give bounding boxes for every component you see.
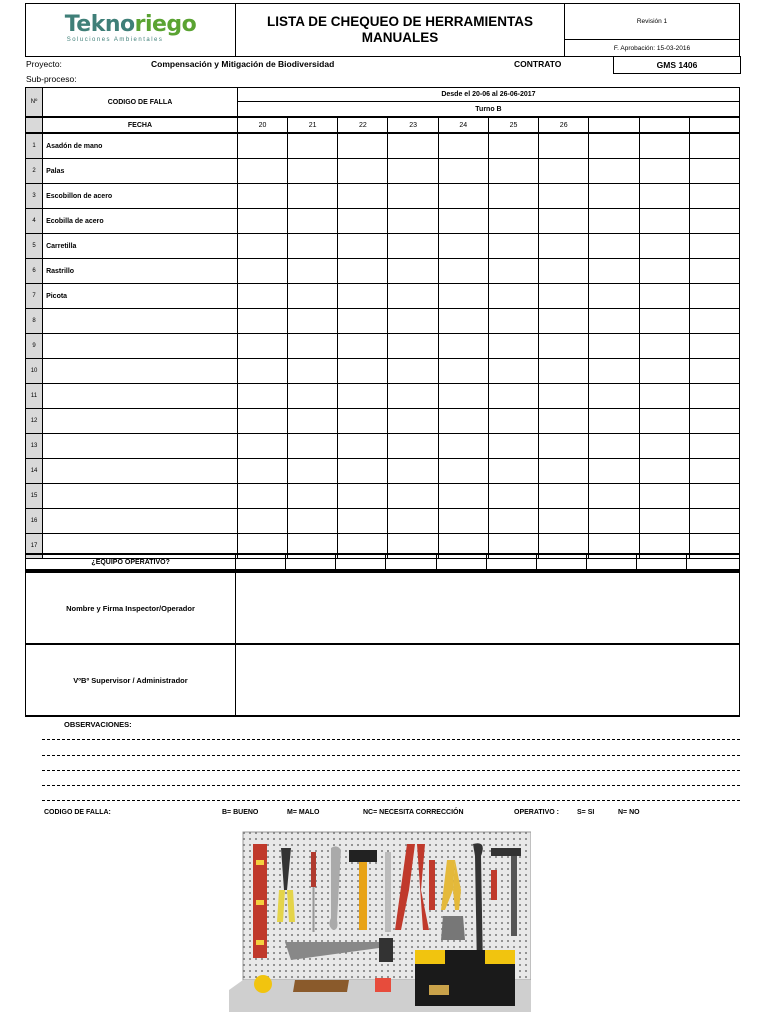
check-cell[interactable] — [639, 459, 689, 484]
check-cell[interactable] — [438, 384, 488, 409]
check-cell[interactable] — [689, 484, 739, 509]
tool-name — [43, 459, 238, 484]
check-cell[interactable] — [288, 409, 338, 434]
contract-value: GMS 1406 — [613, 56, 741, 74]
check-cell[interactable] — [689, 384, 739, 409]
row-number: 5 — [26, 234, 43, 259]
check-cell[interactable] — [639, 159, 689, 184]
check-cell[interactable] — [488, 309, 538, 334]
check-cell[interactable] — [689, 459, 739, 484]
check-cell[interactable] — [639, 509, 689, 534]
check-cell[interactable] — [338, 234, 388, 259]
check-cell[interactable] — [288, 234, 338, 259]
hammer-icon — [349, 850, 377, 862]
check-cell[interactable] — [237, 509, 287, 534]
day-header: 25 — [488, 117, 538, 133]
check-cell[interactable] — [589, 259, 639, 284]
check-cell[interactable] — [589, 284, 639, 309]
check-cell[interactable] — [388, 384, 438, 409]
check-cell[interactable] — [438, 159, 488, 184]
equipo-check-cell[interactable] — [586, 554, 636, 570]
check-cell[interactable] — [539, 359, 589, 384]
check-cell[interactable] — [438, 234, 488, 259]
check-cell[interactable] — [288, 459, 338, 484]
check-cell[interactable] — [388, 184, 438, 209]
check-cell[interactable] — [388, 409, 438, 434]
equipo-check-cell[interactable] — [636, 554, 686, 570]
check-cell[interactable] — [539, 284, 589, 309]
check-cell[interactable] — [639, 234, 689, 259]
table-row — [26, 209, 740, 234]
check-cell[interactable] — [488, 509, 538, 534]
contract-label: CONTRATO — [514, 59, 562, 69]
check-cell[interactable] — [438, 309, 488, 334]
revision-cell: Revisión 1 — [565, 4, 740, 40]
day-header: 20 — [237, 117, 287, 133]
check-cell[interactable] — [488, 484, 538, 509]
clamp-icon — [491, 848, 521, 856]
equipo-check-cell[interactable] — [286, 554, 336, 570]
day-header: 22 — [338, 117, 388, 133]
check-cell[interactable] — [589, 334, 639, 359]
observation-line[interactable] — [42, 739, 740, 740]
check-cell[interactable] — [388, 459, 438, 484]
check-cell[interactable] — [438, 359, 488, 384]
check-cell[interactable] — [689, 309, 739, 334]
check-cell[interactable] — [488, 209, 538, 234]
tool-name: Rastrillo — [43, 259, 238, 284]
check-cell[interactable] — [589, 184, 639, 209]
check-cell[interactable] — [237, 309, 287, 334]
legend-bad: M= MALO — [287, 809, 320, 816]
check-cell[interactable] — [539, 159, 589, 184]
document-title: LISTA DE CHEQUEO DE HERRAMIENTAS MANUALES — [236, 4, 565, 57]
check-cell[interactable] — [589, 484, 639, 509]
equipo-check-cell[interactable] — [686, 554, 739, 570]
check-cell[interactable] — [388, 209, 438, 234]
check-cell[interactable] — [338, 484, 388, 509]
check-cell[interactable] — [237, 133, 287, 159]
check-cell[interactable] — [639, 434, 689, 459]
check-cell[interactable] — [288, 484, 338, 509]
check-cell[interactable] — [438, 284, 488, 309]
row-number: 1 — [26, 133, 43, 159]
tool-name: Palas — [43, 159, 238, 184]
check-cell[interactable] — [438, 484, 488, 509]
tool-name — [43, 409, 238, 434]
check-cell[interactable] — [288, 259, 338, 284]
check-cell[interactable] — [589, 133, 639, 159]
equipo-check-cell[interactable] — [486, 554, 536, 570]
table-row — [26, 384, 740, 409]
check-cell[interactable] — [639, 409, 689, 434]
check-cell[interactable] — [689, 509, 739, 534]
check-cell[interactable] — [338, 309, 388, 334]
check-cell[interactable] — [288, 334, 338, 359]
check-cell[interactable] — [539, 184, 589, 209]
check-cell[interactable] — [237, 459, 287, 484]
check-cell[interactable] — [237, 409, 287, 434]
table-row — [26, 459, 740, 484]
check-cell[interactable] — [388, 159, 438, 184]
check-cell[interactable] — [388, 133, 438, 159]
check-cell[interactable] — [338, 159, 388, 184]
row-number: 16 — [26, 509, 43, 534]
check-cell[interactable] — [338, 509, 388, 534]
check-cell[interactable] — [237, 384, 287, 409]
project-label: Proyecto: — [26, 59, 62, 69]
check-cell[interactable] — [237, 334, 287, 359]
check-cell[interactable] — [338, 434, 388, 459]
check-cell[interactable] — [689, 209, 739, 234]
table-row — [26, 509, 740, 534]
tape-measure-icon — [254, 975, 272, 993]
check-cell[interactable] — [388, 434, 438, 459]
check-cell[interactable] — [338, 259, 388, 284]
check-cell[interactable] — [488, 334, 538, 359]
check-cell[interactable] — [488, 159, 538, 184]
check-cell[interactable] — [338, 459, 388, 484]
tool-name: Carretilla — [43, 234, 238, 259]
observation-line[interactable] — [42, 755, 740, 756]
table-row — [26, 334, 740, 359]
check-cell[interactable] — [589, 459, 639, 484]
check-cell[interactable] — [438, 434, 488, 459]
check-cell[interactable] — [288, 434, 338, 459]
check-cell[interactable] — [288, 133, 338, 159]
project-value: Compensación y Mitigación de Biodiversidad — [151, 59, 335, 69]
check-cell[interactable] — [539, 509, 589, 534]
check-cell[interactable] — [338, 133, 388, 159]
supervisor-signature-label: VºBº Supervisor / Administrador — [26, 645, 236, 715]
table-row — [26, 133, 740, 159]
check-cell[interactable] — [237, 484, 287, 509]
company-logo: Teknoriego Soluciones Ambientales — [64, 12, 197, 43]
check-cell[interactable] — [689, 409, 739, 434]
row-number: 10 — [26, 359, 43, 384]
check-cell[interactable] — [237, 359, 287, 384]
check-cell[interactable] — [689, 284, 739, 309]
check-cell[interactable] — [689, 234, 739, 259]
hand-plane-icon — [293, 980, 349, 992]
check-cell[interactable] — [288, 209, 338, 234]
observation-line[interactable] — [42, 770, 740, 771]
check-cell[interactable] — [539, 259, 589, 284]
check-cell[interactable] — [388, 334, 438, 359]
check-cell[interactable] — [488, 384, 538, 409]
row-number: 3 — [26, 184, 43, 209]
check-cell[interactable] — [288, 309, 338, 334]
equipo-check-cell[interactable] — [386, 554, 436, 570]
table-row — [26, 184, 740, 209]
check-cell[interactable] — [438, 459, 488, 484]
header-table — [25, 3, 740, 57]
check-cell[interactable] — [338, 284, 388, 309]
day-header — [589, 117, 639, 133]
check-cell[interactable] — [589, 509, 639, 534]
observation-line[interactable] — [42, 800, 740, 801]
check-cell[interactable] — [639, 309, 689, 334]
legend-operativo: OPERATIVO : — [514, 809, 559, 816]
check-cell[interactable] — [689, 133, 739, 159]
day-header — [689, 117, 739, 133]
table-row — [26, 309, 740, 334]
check-cell[interactable] — [288, 384, 338, 409]
check-cell[interactable] — [338, 409, 388, 434]
check-cell[interactable] — [288, 359, 338, 384]
code-header: CODIGO DE FALLA — [43, 88, 238, 118]
check-cell[interactable] — [488, 133, 538, 159]
check-cell[interactable] — [589, 384, 639, 409]
no-column-header: Nº — [26, 88, 43, 118]
check-cell[interactable] — [639, 259, 689, 284]
legend-nc: NC= NECESITA CORRECCIÓN — [363, 809, 464, 816]
check-cell[interactable] — [589, 434, 639, 459]
check-cell[interactable] — [388, 484, 438, 509]
row-number: 2 — [26, 159, 43, 184]
check-cell[interactable] — [438, 509, 488, 534]
check-cell[interactable] — [689, 159, 739, 184]
legend-si: S= SI — [577, 809, 595, 816]
inspector-signature-label: Nombre y Firma Inspector/Operador — [26, 573, 236, 644]
checklist-grid — [25, 87, 740, 559]
check-cell[interactable] — [689, 434, 739, 459]
check-cell[interactable] — [589, 209, 639, 234]
check-cell[interactable] — [438, 209, 488, 234]
tool-name — [43, 309, 238, 334]
check-cell[interactable] — [438, 259, 488, 284]
check-cell[interactable] — [488, 359, 538, 384]
check-cell[interactable] — [488, 409, 538, 434]
check-cell[interactable] — [338, 359, 388, 384]
check-cell[interactable] — [589, 359, 639, 384]
tool-name — [43, 509, 238, 534]
check-cell[interactable] — [539, 209, 589, 234]
check-cell[interactable] — [689, 359, 739, 384]
table-row — [26, 484, 740, 509]
check-cell[interactable] — [488, 184, 538, 209]
legend-no: N= NO — [618, 809, 640, 816]
check-cell[interactable] — [639, 133, 689, 159]
inspector-signature-box[interactable] — [25, 571, 740, 645]
table-row — [26, 234, 740, 259]
check-cell[interactable] — [288, 509, 338, 534]
check-cell[interactable] — [237, 184, 287, 209]
check-cell[interactable] — [388, 234, 438, 259]
check-cell[interactable] — [639, 359, 689, 384]
shift-label: Turno B — [237, 102, 739, 117]
tool-name — [43, 359, 238, 384]
tool-name — [43, 434, 238, 459]
check-cell[interactable] — [438, 409, 488, 434]
check-cell[interactable] — [539, 409, 589, 434]
tool-name: Picota — [43, 284, 238, 309]
check-cell[interactable] — [589, 234, 639, 259]
paint-can-icon — [375, 978, 391, 992]
tool-name: Asadón de mano — [43, 133, 238, 159]
row-number: 6 — [26, 259, 43, 284]
table-row — [26, 359, 740, 384]
spanner-icon — [385, 852, 391, 932]
table-row — [26, 409, 740, 434]
equipo-operativo-label: ¿EQUIPO OPERATIVO? — [26, 554, 236, 570]
check-cell[interactable] — [689, 259, 739, 284]
check-cell[interactable] — [539, 484, 589, 509]
check-cell[interactable] — [338, 334, 388, 359]
check-cell[interactable] — [388, 509, 438, 534]
equipo-check-cell[interactable] — [236, 554, 286, 570]
check-cell[interactable] — [488, 234, 538, 259]
check-cell[interactable] — [539, 434, 589, 459]
check-cell[interactable] — [438, 334, 488, 359]
check-cell[interactable] — [338, 209, 388, 234]
check-cell[interactable] — [237, 259, 287, 284]
approval-date: F. Aprobación: 15-03-2016 — [565, 40, 740, 57]
check-cell[interactable] — [639, 184, 689, 209]
tool-board-illustration — [229, 830, 531, 1012]
tool-name: Escobillon de acero — [43, 184, 238, 209]
check-cell[interactable] — [237, 284, 287, 309]
check-cell[interactable] — [388, 309, 438, 334]
check-cell[interactable] — [639, 334, 689, 359]
check-cell[interactable] — [388, 359, 438, 384]
hex-keys-icon — [441, 916, 465, 940]
legend-good: B= BUENO — [222, 809, 259, 816]
check-cell[interactable] — [539, 309, 589, 334]
check-cell[interactable] — [488, 259, 538, 284]
check-cell[interactable] — [237, 159, 287, 184]
check-cell[interactable] — [639, 284, 689, 309]
table-row — [26, 434, 740, 459]
observation-line[interactable] — [42, 785, 740, 786]
check-cell[interactable] — [488, 434, 538, 459]
table-row — [26, 259, 740, 284]
check-cell[interactable] — [237, 234, 287, 259]
table-row — [26, 159, 740, 184]
check-cell[interactable] — [539, 234, 589, 259]
equipo-check-cell[interactable] — [536, 554, 586, 570]
day-header: 24 — [438, 117, 488, 133]
tool-name — [43, 384, 238, 409]
equipo-check-cell[interactable] — [436, 554, 486, 570]
check-cell[interactable] — [338, 384, 388, 409]
screwdriver-icon — [311, 852, 316, 887]
date-header: FECHA — [43, 117, 238, 133]
day-header: 23 — [388, 117, 438, 133]
check-cell[interactable] — [589, 309, 639, 334]
table-row — [26, 284, 740, 309]
row-number: 13 — [26, 434, 43, 459]
supervisor-signature-box[interactable] — [25, 643, 740, 717]
tool-name: Ecobilla de acero — [43, 209, 238, 234]
check-cell[interactable] — [438, 133, 488, 159]
check-cell[interactable] — [589, 159, 639, 184]
equipo-check-cell[interactable] — [336, 554, 386, 570]
row-number: 9 — [26, 334, 43, 359]
check-cell[interactable] — [539, 133, 589, 159]
check-cell[interactable] — [438, 184, 488, 209]
tool-name — [43, 484, 238, 509]
row-number: 11 — [26, 384, 43, 409]
row-number: 4 — [26, 209, 43, 234]
row-number: 17 — [26, 534, 43, 559]
check-cell[interactable] — [488, 284, 538, 309]
check-cell[interactable] — [338, 184, 388, 209]
check-cell[interactable] — [539, 334, 589, 359]
check-cell[interactable] — [288, 184, 338, 209]
check-cell[interactable] — [689, 334, 739, 359]
check-cell[interactable] — [689, 184, 739, 209]
check-cell[interactable] — [388, 284, 438, 309]
tool-name — [43, 334, 238, 359]
check-cell[interactable] — [639, 209, 689, 234]
day-header — [639, 117, 689, 133]
check-cell[interactable] — [539, 459, 589, 484]
check-cell[interactable] — [288, 159, 338, 184]
day-header: 26 — [539, 117, 589, 133]
check-cell[interactable] — [639, 484, 689, 509]
check-cell[interactable] — [388, 259, 438, 284]
check-cell[interactable] — [237, 209, 287, 234]
check-cell[interactable] — [237, 434, 287, 459]
row-number: 14 — [26, 459, 43, 484]
check-cell[interactable] — [639, 384, 689, 409]
day-header: 21 — [288, 117, 338, 133]
row-number: 8 — [26, 309, 43, 334]
observations-label: OBSERVACIONES: — [64, 720, 132, 729]
logo-cell — [26, 4, 236, 57]
row-number: 12 — [26, 409, 43, 434]
legend-code: CODIGO DE FALLA: — [44, 809, 111, 816]
row-number: 7 — [26, 284, 43, 309]
row-number: 15 — [26, 484, 43, 509]
check-cell[interactable] — [539, 384, 589, 409]
date-range: Desde el 20-06 al 26-06-2017 — [237, 88, 739, 102]
check-cell[interactable] — [488, 459, 538, 484]
check-cell[interactable] — [589, 409, 639, 434]
subprocess-label: Sub-proceso: — [26, 74, 77, 84]
equipo-operativo-row — [25, 553, 740, 571]
check-cell[interactable] — [288, 284, 338, 309]
